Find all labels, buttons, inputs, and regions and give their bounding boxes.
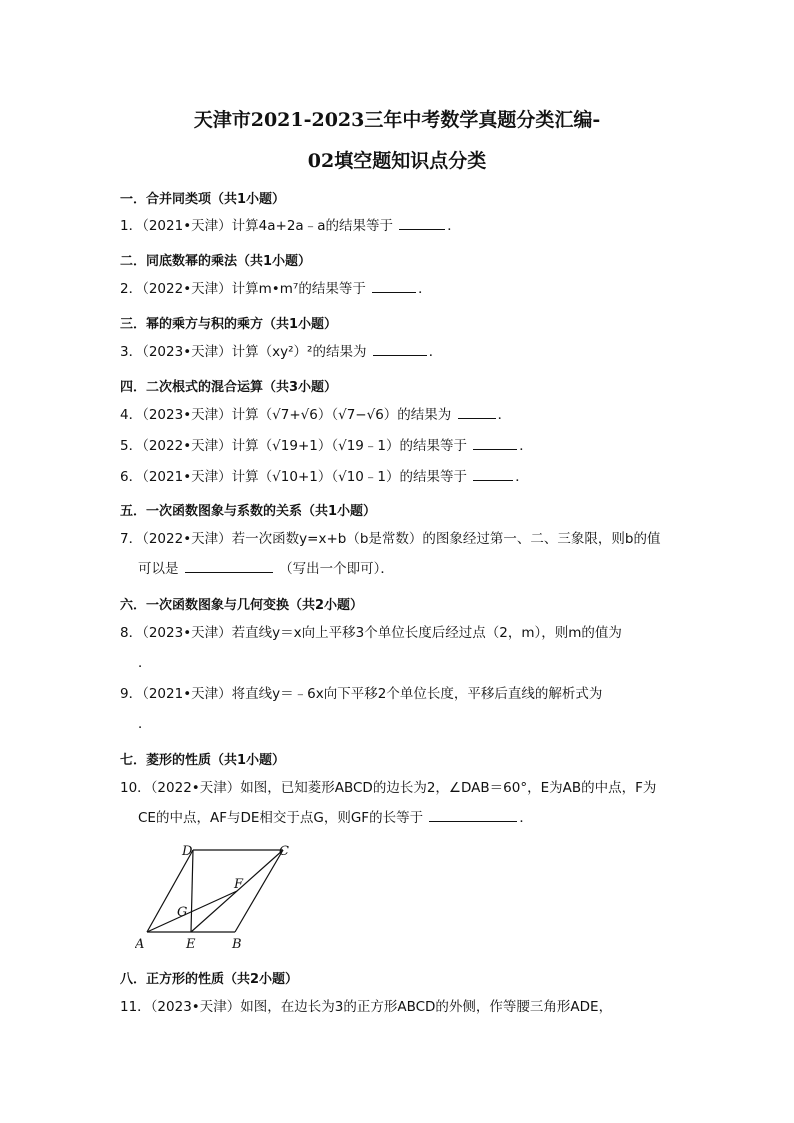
question-10-line2-prefix: CE的中点，AF与DE相交于点G，则GF的长等于 bbox=[138, 810, 424, 826]
section-heading-5: 五．一次函数图象与系数的关系（共1小题） bbox=[120, 504, 377, 519]
label-c: C bbox=[279, 844, 289, 859]
answer-blank bbox=[473, 466, 513, 481]
question-1 bbox=[120, 211, 680, 241]
question-10 bbox=[120, 773, 680, 833]
question-3-text: 3．（2023•天津）计算（xy²）²的结果为 bbox=[120, 344, 367, 360]
document-title-line2: 02填空题知识点分类 bbox=[307, 150, 487, 172]
section-heading-3: 三．幂的乘方与积的乘方（共1小题） bbox=[120, 317, 338, 332]
question-8 bbox=[120, 618, 680, 678]
section-heading-7: 七．菱形的性质（共1小题） bbox=[120, 753, 286, 768]
section-heading-4: 四．二次根式的混合运算（共3小题） bbox=[120, 380, 338, 395]
section-heading-8: 八．正方形的性质（共2小题） bbox=[120, 972, 299, 987]
question-4 bbox=[120, 400, 680, 430]
section-heading-6: 六．一次函数图象与几何变换（共2小题） bbox=[120, 598, 364, 613]
end-mark: ． bbox=[519, 438, 533, 454]
question-2 bbox=[120, 274, 680, 304]
question-11-line1: 11．（2023•天津）如图，在边长为3的正方形ABCD的外侧，作等腰三角形ADE， bbox=[120, 999, 613, 1015]
end-mark: ． bbox=[519, 810, 533, 826]
answer-blank bbox=[473, 435, 517, 450]
question-11 bbox=[120, 992, 680, 1022]
question-7-line2-suffix: （写出一个即可）． bbox=[279, 561, 394, 577]
question-5 bbox=[120, 431, 680, 461]
question-9-line1: 9．（2021•天津）将直线y＝﹣6x向下平移2个单位长度，平移后直线的解析式为 bbox=[120, 686, 603, 702]
label-f: F bbox=[234, 877, 244, 892]
section-heading-2: 二．同底数幂的乘法（共1小题） bbox=[120, 254, 312, 269]
question-8-line2: ． bbox=[138, 655, 152, 671]
question-10-line1: 10．（2022•天津）如图，已知菱形ABCD的边长为2，∠DAB＝60°，E为AB的中点，F为 bbox=[120, 780, 657, 796]
label-e: E bbox=[186, 937, 196, 952]
answer-blank bbox=[373, 341, 427, 356]
end-mark: ． bbox=[418, 281, 432, 297]
document-title-line1: 天津市2021-2023三年中考数学真题分类汇编- bbox=[193, 109, 601, 131]
answer-blank bbox=[399, 215, 445, 230]
question-7-line2 bbox=[120, 554, 680, 584]
label-a: A bbox=[135, 937, 145, 952]
end-mark: ． bbox=[497, 407, 512, 423]
question-5-text: 5．（2022•天津）计算（√19+1）（√19﹣1）的结果等于 bbox=[120, 438, 467, 454]
question-10-line2 bbox=[120, 803, 680, 833]
question-9-line2: ． bbox=[138, 716, 152, 732]
answer-blank bbox=[458, 404, 496, 419]
question-6-text: 6．（2021•天津）计算（√10+1）（√10﹣1）的结果等于 bbox=[120, 469, 467, 485]
end-mark: ． bbox=[447, 218, 461, 234]
question-4-text: 4．（2023•天津）计算（√7+√6）（√7−√6）的结果为 bbox=[120, 407, 452, 423]
question-7-line2-prefix: 可以是 bbox=[138, 561, 179, 577]
answer-blank bbox=[429, 807, 517, 822]
rhombus-figure bbox=[135, 840, 305, 955]
question-7 bbox=[120, 524, 680, 584]
segment-de bbox=[191, 850, 193, 932]
question-1-text: 1．（2021•天津）计算4a+2a﹣a的结果等于 bbox=[120, 218, 393, 234]
label-b: B bbox=[232, 937, 242, 952]
question-7-line1: 7．（2022•天津）若一次函数y=x+b（b是常数）的图象经过第一、二、三象限，则b的值 bbox=[120, 531, 661, 547]
question-2-text: 2．（2022•天津）计算m•m⁷的结果等于 bbox=[120, 281, 366, 297]
question-6 bbox=[120, 462, 680, 492]
question-3 bbox=[120, 337, 680, 367]
end-mark: ． bbox=[515, 469, 529, 485]
question-9 bbox=[120, 679, 680, 739]
question-8-line1: 8．（2023•天津）若直线y＝x向上平移3个单位长度后经过点（2，m），则m的值为 bbox=[120, 625, 622, 641]
answer-blank bbox=[372, 278, 416, 293]
label-g: G bbox=[177, 905, 188, 920]
end-mark: ． bbox=[428, 344, 443, 360]
answer-blank bbox=[185, 558, 273, 573]
section-heading-1: 一．合并同类项（共1小题） bbox=[120, 192, 286, 207]
label-d: D bbox=[182, 844, 193, 859]
